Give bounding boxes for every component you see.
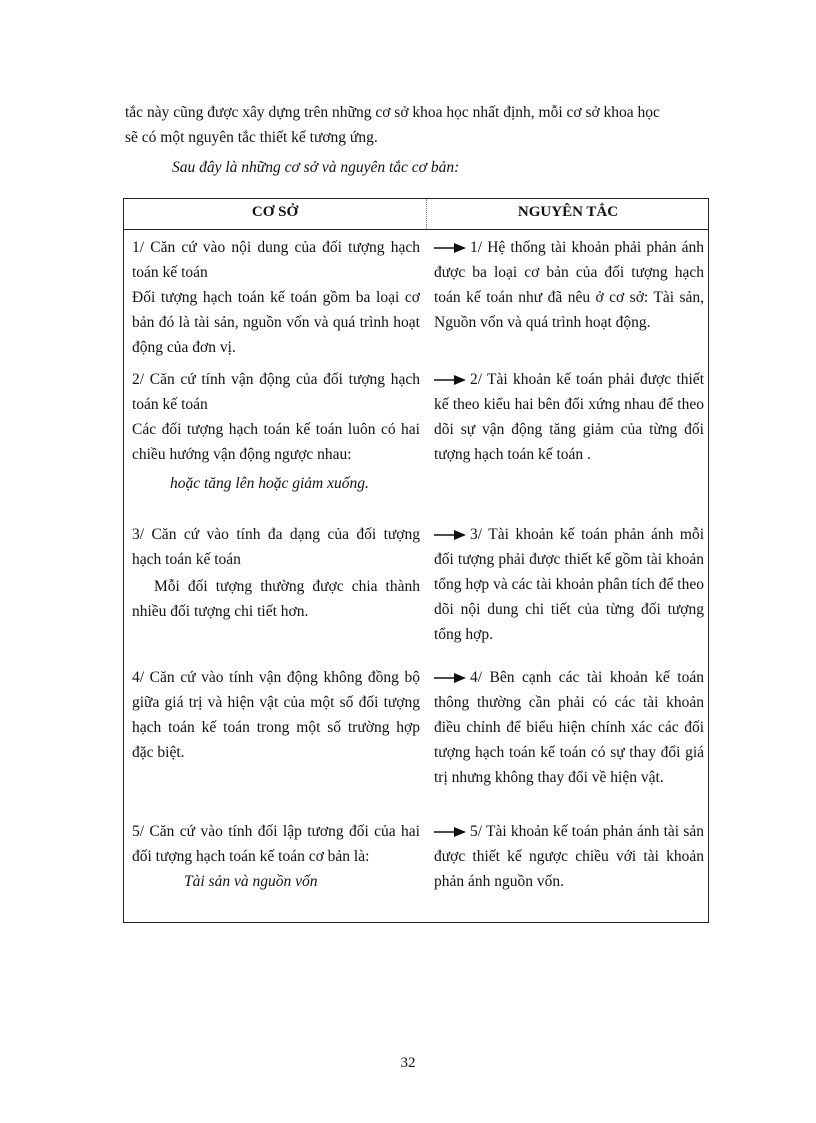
basis-cell [132, 235, 420, 360]
principle-cell [434, 665, 704, 790]
page-number: 32 [400, 1055, 416, 1071]
basis-title: 1/ Căn cứ vào nội dung của đối tượng hạch toán kế toán [132, 239, 420, 281]
basis-cell [132, 665, 420, 765]
principle-text: 5/ Tài khoản kế toán phản ánh tài sản được thiết kế ngược chiều với tài khoản phản ánh nguồn vốn. [434, 823, 704, 890]
basis-text: Các đối tượng hạch toán kế toán luôn có hai chiều hướng vận động ngược nhau: [132, 421, 420, 463]
intro-paragraph [125, 100, 710, 180]
basis-title: 2/ Căn cứ tính vận động của đối tượng hạch toán kế toán [132, 371, 420, 413]
basis-title: 4/ Căn cứ vào tính vận động không đồng bộ giữa giá trị và hiện vật của một số đối tượng hạch toán kế toán trong một số trường hợp đặc biệt. [132, 669, 420, 761]
basis-italic: Tài sản và nguồn vốn [184, 873, 318, 890]
principle-text: 4/ Bên cạnh các tài khoản kế toán thông thường cần phải có các tài khoản điều chỉnh để biểu hiện chính xác các đối tượng hạch toán kế toán có sự thay đổi giá trị nhưng không thay đổi về hiện vật. [434, 669, 704, 786]
arrow-right-icon [434, 243, 466, 253]
principle-cell [434, 367, 704, 467]
basis-cell [132, 522, 420, 624]
principle-text: 2/ Tài khoản kế toán phải được thiết kế theo kiểu hai bên đối xứng nhau để theo dõi sự vận động tăng giảm của từng đối tượng hạch toán kế toán . [434, 371, 704, 463]
intro-subtitle: Sau đây là những cơ sở và nguyên tắc cơ bản: [172, 159, 460, 176]
principle-cell [434, 235, 704, 335]
basis-title: 5/ Căn cứ vào tính đối lập tương đối của hai đối tượng hạch toán kế toán cơ bản là: [132, 823, 420, 865]
header-principle: NGUYÊN TẮC [517, 204, 619, 220]
principle-text: 1/ Hệ thống tài khoản phải phản ánh được ba loại cơ bản của đối tượng hạch toán kế toán như đã nêu ở cơ sở: Tài sản, Nguồn vốn và quá trình hoạt động. [434, 239, 704, 331]
intro-line-1: tắc này cũng được xây dựng trên những cơ sở khoa học nhất định, mỗi cơ sở khoa học [125, 104, 660, 121]
basis-cell [132, 819, 420, 894]
basis-italic: hoặc tăng lên hoặc giảm xuống. [170, 475, 369, 492]
basis-cell [132, 367, 420, 496]
arrow-right-icon [434, 827, 466, 837]
intro-line-2: sẽ có một nguyên tắc thiết kế tương ứng. [125, 129, 378, 146]
principles-table [123, 198, 709, 923]
arrow-right-icon [434, 673, 466, 683]
arrow-right-icon [434, 530, 466, 540]
basis-title: 3/ Căn cứ vào tính đa dạng của đối tượng hạch toán kế toán [132, 526, 420, 568]
table-header [124, 199, 708, 230]
principle-cell [434, 819, 704, 894]
basis-text: Đối tượng hạch toán kế toán gồm ba loại cơ bản đó là tài sản, nguồn vốn và quá trình hoạt động của đơn vị. [132, 289, 420, 356]
principle-text: 3/ Tài khoản kế toán phản ánh mỗi đối tượng phải được thiết kế gồm tài khoản tổng hợp và các tài khoản phân tích để theo dõi nội dung chi tiết của từng đối tượng tổng hợp. [434, 526, 704, 643]
arrow-right-icon [434, 375, 466, 385]
basis-text: Mỗi đối tượng thường được chia thành nhiều đối tượng chi tiết hơn. [132, 578, 420, 620]
principle-cell [434, 522, 704, 647]
header-basis: CƠ SỞ [251, 204, 299, 220]
